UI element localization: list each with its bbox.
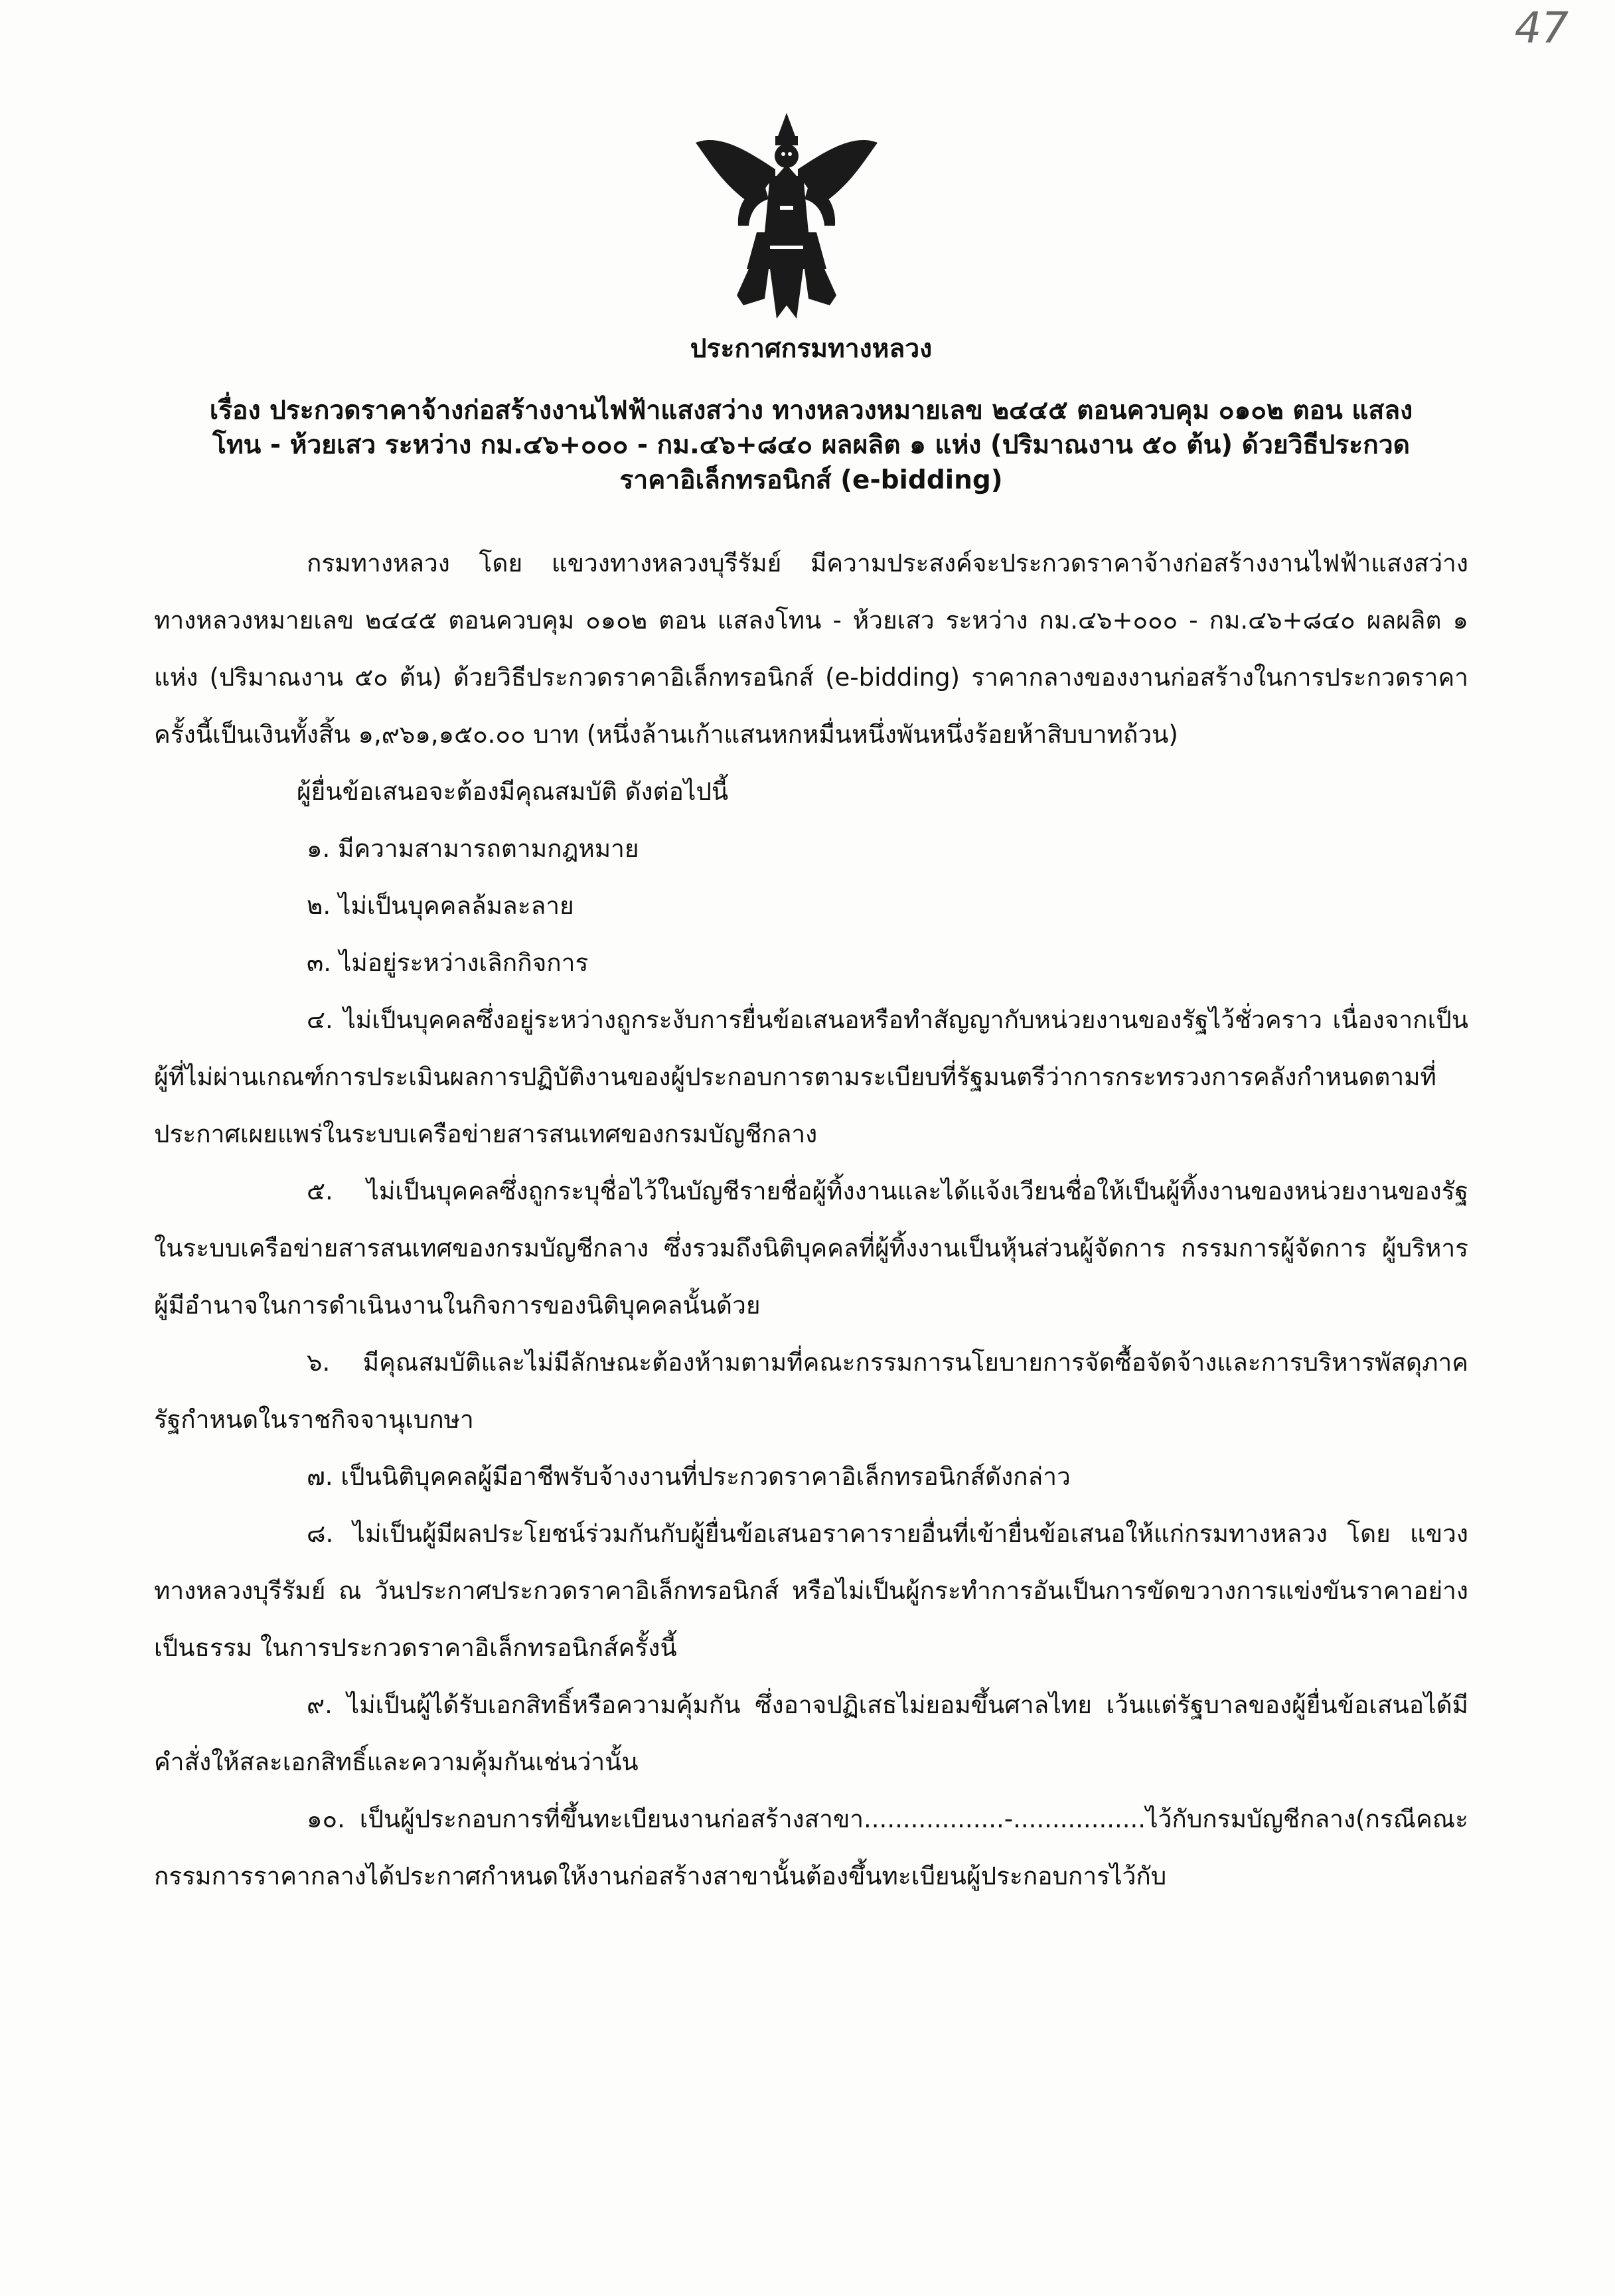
qualification-item: ๘. ไม่เป็นผู้มีผลประโยชน์ร่วมกันกับผู้ยื่นข้อเสนอราคารายอื่นที่เข้ายื่นข้อเสนอให้แก่กรมทางหลวง โดย แขวงทางหลวงบุรีรัมย์ ณ วันประกาศประกวดราคาอิเล็กทรอนิกส์ หรือไม่เป็นผู้กระทำการอันเป็นการขัดขวางการแข่งขันราคาอย่างเป็นธรรม ในการประกวดราคาอิเล็กทรอนิกส์ครั้งนี้	[154, 1519, 1468, 1662]
qualification-item: ๕. ไม่เป็นบุคคลซึ่งถูกระบุชื่อไว้ในบัญชีรายชื่อผู้ทิ้งงานและได้แจ้งเวียนชื่อให้เป็นผู้ทิ้งงานของหน่วยงานของรัฐในระบบเครือข่ายสารสนเทศของกรมบัญชีกลาง ซึ่งรวมถึงนิติบุคคลที่ผู้ทิ้งงานเป็นหุ้นส่วนผู้จัดการ กรรมการผู้จัดการ ผู้บริหาร ผู้มีอำนาจในการดำเนินงานในกิจการของนิติบุคคลนั้นด้วย	[154, 1176, 1468, 1320]
qualification-item: ๑๐. เป็นผู้ประกอบการที่ขึ้นทะเบียนงานก่อสร้างสาขา..................-.................ไว้กับกรมบัญชีกลาง(กรณีคณะกรรมการราคากลางได้ประกาศกำหนดให้งานก่อสร้างสาขานั้นต้องขึ้นทะเบียนผู้ประกอบการไว้กับ	[154, 1804, 1468, 1890]
document-content	[154, 332, 1468, 1905]
title-line: เรื่อง ประกวดราคาจ้างก่อสร้างงานไฟฟ้าแสงสว่าง ทางหลวงหมายเลข ๒๔๔๕ ตอนควบคุม ๐๑๐๒ ตอน แสลง	[209, 395, 1413, 425]
qualification-item: ๙. ไม่เป็นผู้ได้รับเอกสิทธิ์หรือความคุ้มกัน ซึ่งอาจปฏิเสธไม่ยอมขึ้นศาลไทย เว้นแต่รัฐบาลของผู้ยื่นข้อเสนอได้มีคำสั่งให้สละเอกสิทธิ์และความคุ้มกันเช่นว่านั้น	[154, 1690, 1468, 1776]
title-line: โทน - ห้วยเสว ระหว่าง กม.๔๖+๐๐๐ - กม.๔๖+๘๔๐ ผลผลิต ๑ แห่ง (ปริมาณงาน ๕๐ ต้น) ด้วยวิธีประกวด	[212, 430, 1410, 461]
qualification-item: ๔. ไม่เป็นบุคคลซึ่งอยู่ระหว่างถูกระงับการยื่นข้อเสนอหรือทำสัญญากับหน่วยงานของรัฐไว้ชั่วคราว เนื่องจากเป็นผู้ที่ไม่ผ่านเกณฑ์การประเมินผลการปฏิบัติงานของผู้ประกอบการตามระเบียบที่รัฐมนตรีว่าการกระทรวงการคลังกำหนดตามที่ประกาศเผยแพร่ในระบบเครือข่ายสารสนเทศของกรมบัญชีกลาง	[154, 1005, 1468, 1148]
qualification-item: ๒. ไม่เป็นบุคคลล้มละลาย	[307, 891, 574, 920]
title-line: ราคาอิเล็กทรอนิกส์ (e-bidding)	[619, 465, 1003, 495]
agency-heading: ประกาศกรมทางหลวง	[690, 334, 933, 364]
page-number: 47	[1514, 4, 1569, 53]
qualification-item: ๖. มีคุณสมบัติและไม่มีลักษณะต้องห้ามตามที่คณะกรรมการนโยบายการจัดซื้อจัดจ้างและการบริหารพัสดุภาครัฐกำหนดในราชกิจจานุเบกษา	[154, 1347, 1468, 1434]
document-body	[154, 535, 1468, 1905]
garuda-emblem-icon	[690, 106, 883, 325]
qualifications-intro: ผู้ยื่นข้อเสนอจะต้องมีคุณสมบัติ ดังต่อไปนี้	[297, 777, 729, 806]
intro-paragraph: กรมทางหลวง โดย แขวงทางหลวงบุรีรัมย์ มีความประสงค์จะประกวดราคาจ้างก่อสร้างงานไฟฟ้าแสงสว่าง ทางหลวงหมายเลข ๒๔๔๕ ตอนควบคุม ๐๑๐๒ ตอน แสลงโทน - ห้วยเสว ระหว่าง กม.๔๖+๐๐๐ - กม.๔๖+๘๔๐ ผลผลิต ๑ แห่ง (ปริมาณงาน ๕๐ ต้น) ด้วยวิธีประกวดราคาอิเล็กทรอนิกส์ (e-bidding) ราคากลางของงานก่อสร้างในการประกวดราคาครั้งนี้เป็นเงินทั้งสิ้น ๑,๙๖๑,๑๕๐.๐๐ บาท (หนึ่งล้านเก้าแสนหกหมื่นหนึ่งพันหนึ่งร้อยห้าสิบบาทถ้วน)	[154, 548, 1468, 749]
qualification-item: ๓. ไม่อยู่ระหว่างเลิกกิจการ	[307, 948, 589, 977]
qualification-item: ๗. เป็นนิติบุคคลผู้มีอาชีพรับจ้างงานที่ประกวดราคาอิเล็กทรอนิกส์ดังกล่าว	[307, 1462, 1071, 1491]
qualification-item: ๑. มีความสามารถตามกฎหมาย	[307, 834, 639, 863]
document-title	[154, 394, 1468, 498]
